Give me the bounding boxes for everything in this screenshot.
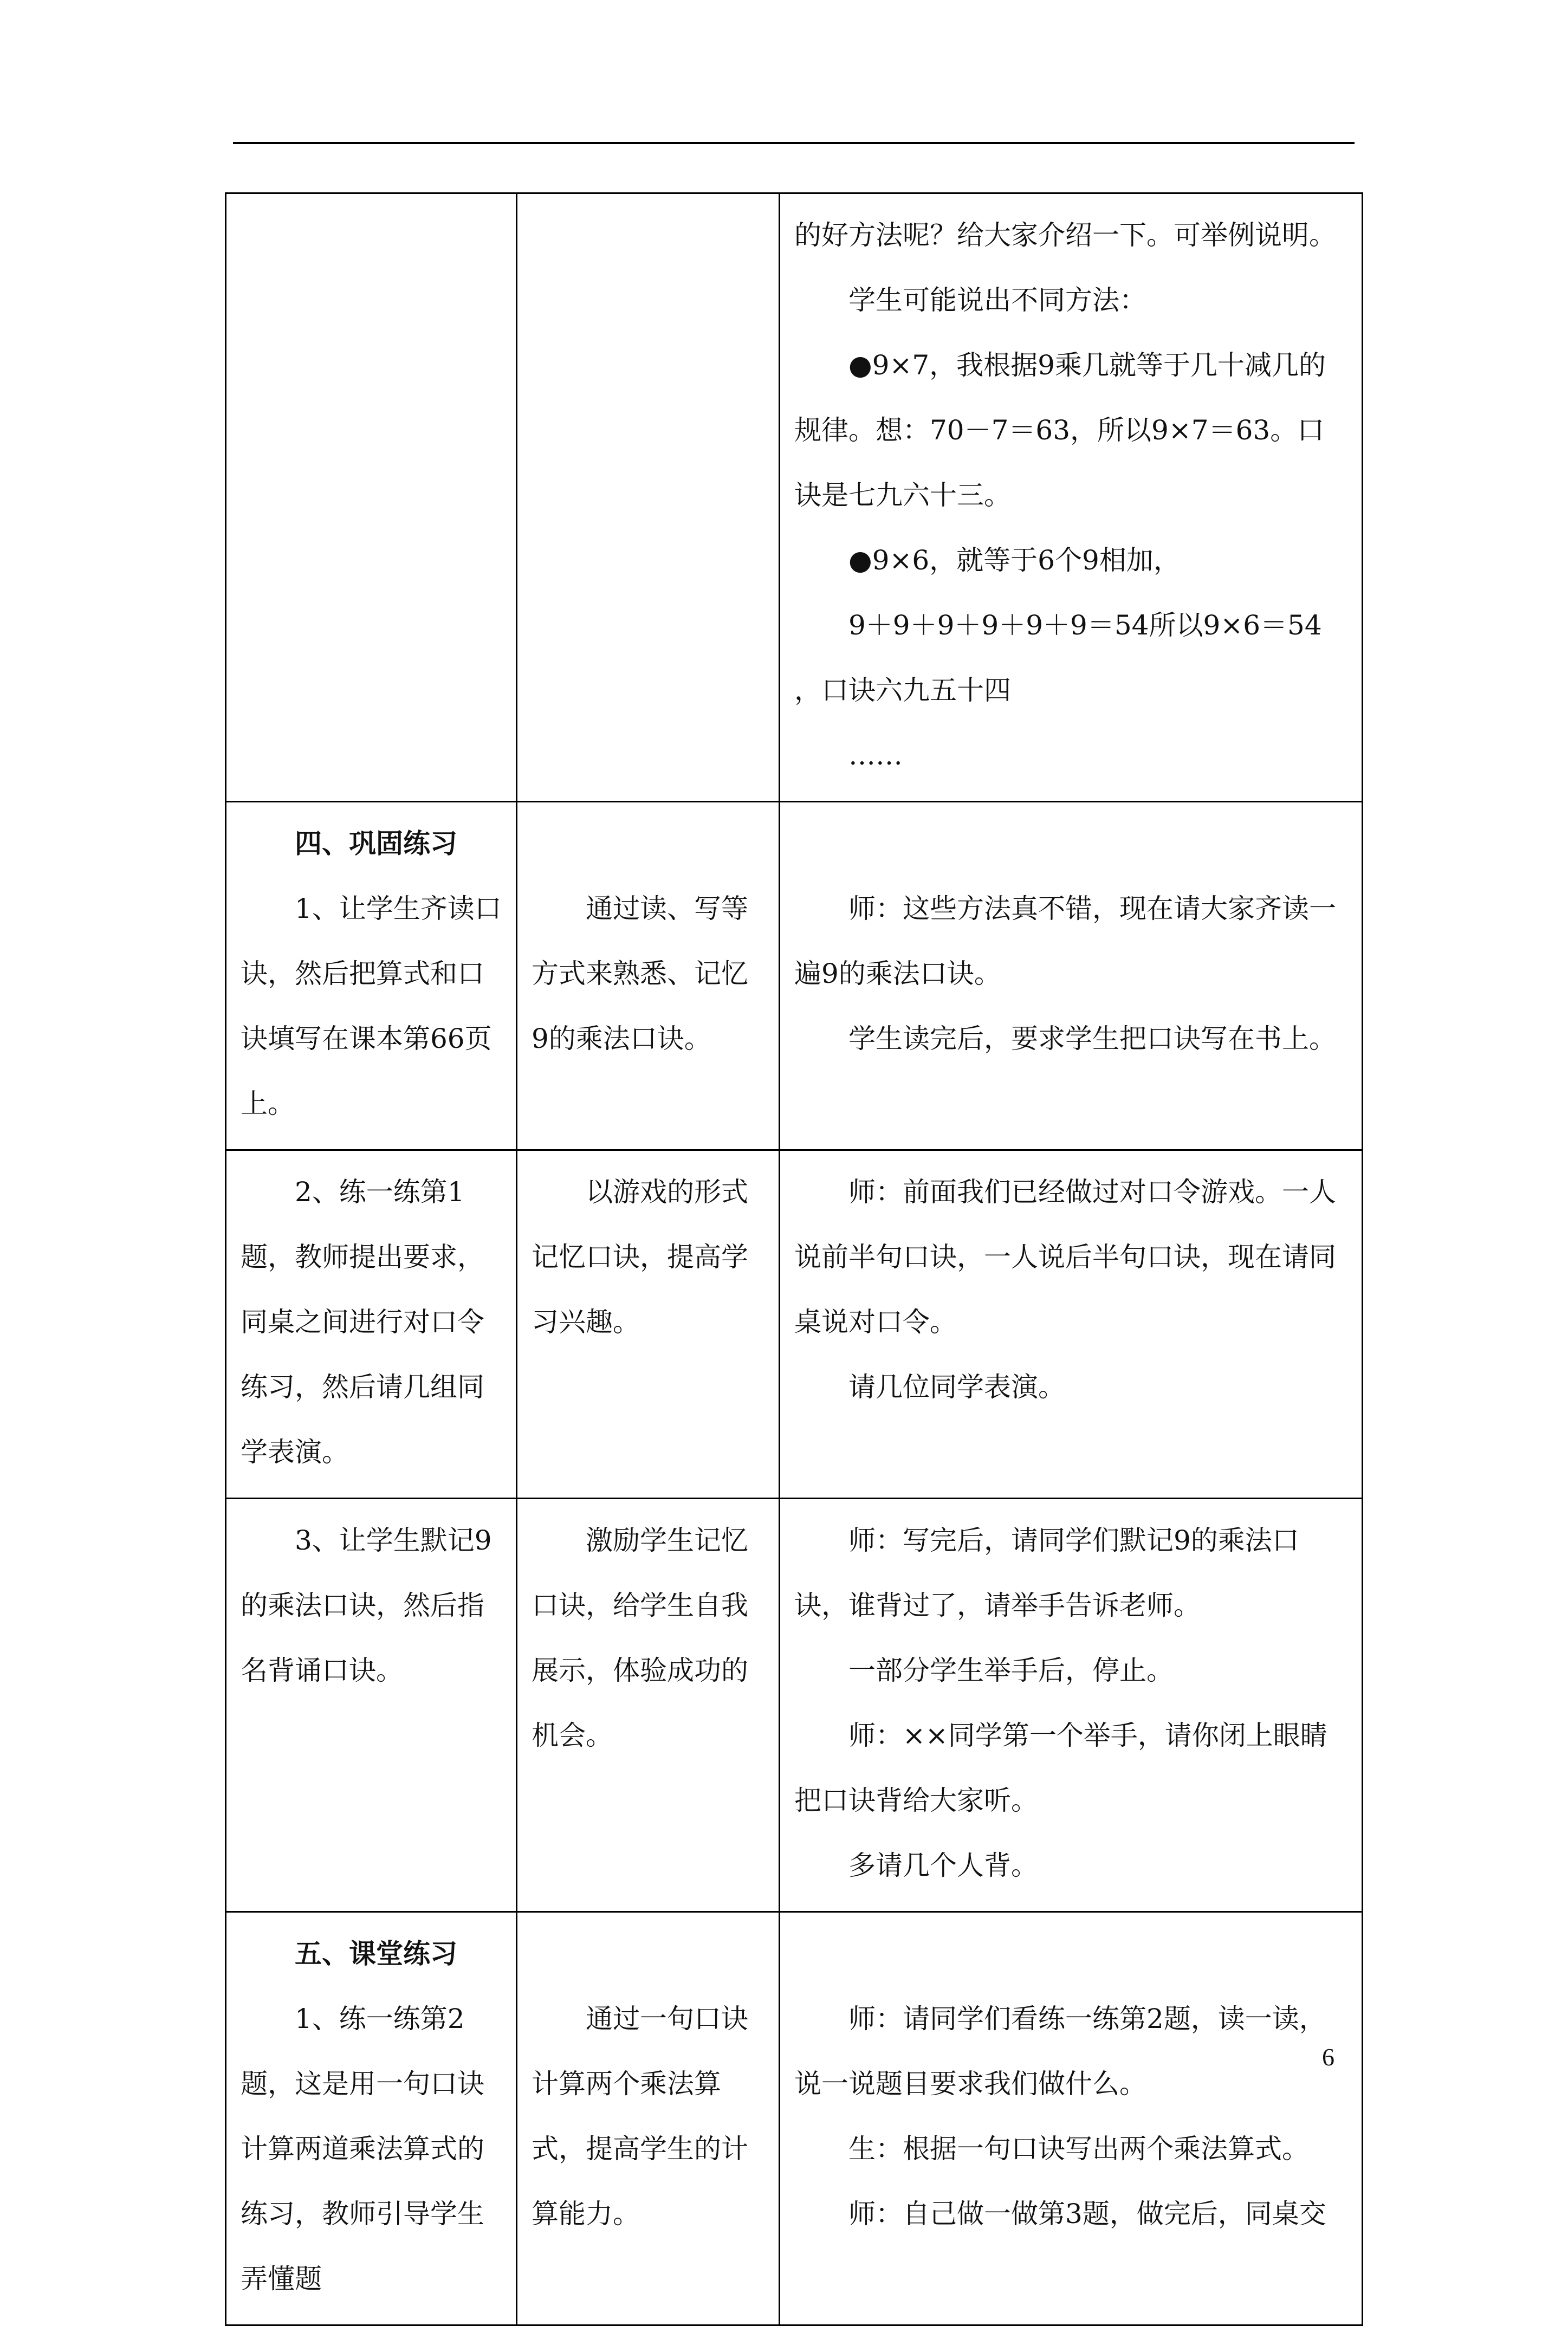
activity-line: 多请几个人背。 bbox=[848, 1850, 1038, 1881]
lesson-plan-table bbox=[225, 192, 1363, 2326]
process-cell bbox=[226, 193, 517, 802]
activity-cell bbox=[780, 1912, 1363, 2325]
table-row bbox=[226, 802, 1363, 1150]
activity-line: ●9×7，我根据9乘几就等于几十减几的规律。想：70－7＝63，所以9×7＝63。口诀是七九六十三。 bbox=[794, 349, 1326, 511]
intent-cell bbox=[517, 1150, 780, 1499]
activity-line: 的好方法呢？给大家介绍一下。可举例说明。 bbox=[794, 219, 1336, 251]
activity-line: ●9×6，就等于6个9相加， bbox=[848, 545, 1181, 576]
intent-cell bbox=[517, 193, 780, 802]
activity-line: 师：请同学们看练一练第2题，读一读，说一说题目要求我们做什么。 bbox=[794, 2003, 1326, 2100]
intent-text: 以游戏的形式记忆口诀，提高学习兴趣。 bbox=[532, 1176, 748, 1338]
activity-spacer bbox=[794, 811, 1347, 876]
activity-line: 师：自己做一做第3题，做完后，同桌交 bbox=[848, 2198, 1326, 2230]
process-text: 2、练一练第1题，教师提出要求，同桌之间进行对口令练习，然后请几组同学表演。 bbox=[241, 1176, 484, 1468]
process-cell bbox=[226, 1912, 517, 2325]
process-text: 1、让学生齐读口诀，然后把算式和口诀填写在课本第66页上。 bbox=[241, 893, 502, 1119]
activity-line: …… bbox=[848, 740, 903, 771]
process-cell bbox=[226, 1150, 517, 1499]
intent-spacer bbox=[532, 811, 764, 876]
activity-line: 生：根据一句口诀写出两个乘法算式。 bbox=[848, 2133, 1309, 2165]
activity-line: 9＋9＋9＋9＋9＋9＝54所以9×6＝54 ，口诀六九五十四 bbox=[794, 610, 1322, 706]
activity-line: 师：××同学第一个举手，请你闭上眼睛把口诀背给大家听。 bbox=[794, 1720, 1327, 1816]
page-number: 6 bbox=[1322, 2043, 1334, 2071]
activity-cell bbox=[780, 802, 1363, 1150]
activity-line: 师：写完后，请同学们默记9的乘法口诀，谁背过了，请举手告诉老师。 bbox=[794, 1525, 1299, 1621]
process-text: 3、让学生默记9的乘法口诀，然后指名背诵口诀。 bbox=[241, 1525, 492, 1686]
intent-spacer bbox=[532, 1921, 764, 1986]
intent-text: 通过一句口诀计算两个乘法算式，提高学生的计算能力。 bbox=[532, 2003, 748, 2230]
activity-cell bbox=[780, 1150, 1363, 1499]
process-text: 1、练一练第2题，这是用一句口诀计算两道乘法算式的练习，教师引导学生弄懂题 bbox=[241, 2003, 484, 2295]
activity-cell bbox=[780, 193, 1363, 802]
table-row bbox=[226, 1150, 1363, 1499]
intent-text: 通过读、写等方式来熟悉、记忆9的乘法口诀。 bbox=[532, 893, 748, 1054]
activity-cell bbox=[780, 1499, 1363, 1912]
activity-spacer bbox=[794, 1921, 1347, 1986]
table-row bbox=[226, 1499, 1363, 1912]
table-row bbox=[226, 1912, 1363, 2325]
intent-text: 激励学生记忆口诀，给学生自我展示，体验成功的机会。 bbox=[532, 1525, 748, 1751]
section-title: 五、课堂练习 bbox=[295, 1938, 457, 1969]
activity-line: 一部分学生举手后，停止。 bbox=[848, 1655, 1174, 1686]
activity-line: 请几位同学表演。 bbox=[848, 1371, 1065, 1403]
section-title: 四、巩固练习 bbox=[295, 827, 457, 859]
header-rule bbox=[233, 142, 1355, 144]
activity-line: 学生可能说出不同方法： bbox=[848, 284, 1146, 316]
activity-line: 学生读完后，要求学生把口诀写在书上。 bbox=[848, 1023, 1336, 1054]
process-cell bbox=[226, 1499, 517, 1912]
activity-line: 师：这些方法真不错，现在请大家齐读一遍9的乘法口诀。 bbox=[794, 893, 1336, 989]
intent-cell bbox=[517, 1499, 780, 1912]
table-row bbox=[226, 193, 1363, 802]
intent-cell bbox=[517, 802, 780, 1150]
intent-cell bbox=[517, 1912, 780, 2325]
process-cell bbox=[226, 802, 517, 1150]
activity-line: 师：前面我们已经做过对口令游戏。一人说前半句口诀，一人说后半句口诀，现在请同桌说对口令。 bbox=[794, 1176, 1336, 1338]
